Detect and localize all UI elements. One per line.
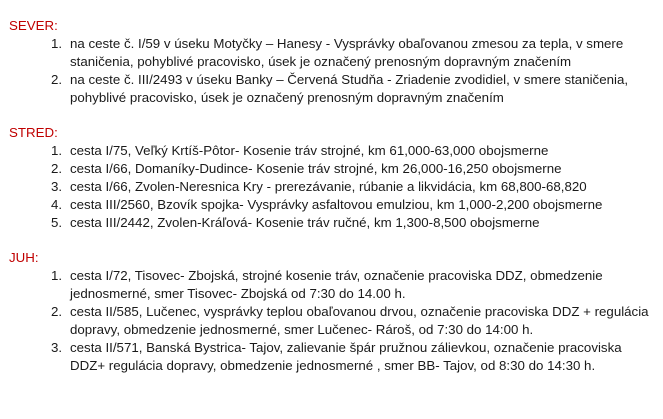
section-list-sever <box>0 35 663 107</box>
list-item <box>0 71 663 107</box>
list-item <box>0 35 663 71</box>
list-item-number: 5. <box>51 215 63 230</box>
section-list-stred <box>0 142 663 232</box>
list-item-number: 4. <box>51 197 63 212</box>
section-heading-sever: SEVER: <box>9 18 58 33</box>
list-item <box>0 160 663 178</box>
list-item-text: cesta I/75, Veľký Krtíš-Pôtor- Kosenie tráv strojné, km 61,000-63,000 obojsmerne <box>70 143 549 158</box>
list-item <box>0 142 663 160</box>
list-item-number: 1. <box>51 268 63 283</box>
list-item-text: cesta III/2560, Bzovík spojka- Vysprávky asfaltovou emulziou, km 1,000-2,200 obojsmerne <box>70 197 603 212</box>
list-item-number: 3. <box>51 340 63 355</box>
list-item <box>0 339 663 375</box>
section-heading-stred: STRED: <box>9 125 58 140</box>
list-item-text: cesta I/66, Domaníky-Dudince- Kosenie tráv strojné, km 26,000-16,250 obojsmerne <box>70 161 562 176</box>
list-item <box>0 178 663 196</box>
list-item-text: na ceste č. III/2493 v úseku Banky – Červená Studňa - Zriadenie zvodidiel, v smere staničenia, pohyblivé pracovisko, úsek je označený prenosným dopravným značením <box>70 72 629 105</box>
list-item-text: cesta I/66, Zvolen-Neresnica Kry - prerezávanie, rúbanie a likvidácia, km 68,800-68,820 <box>70 179 587 194</box>
list-item-text: cesta I/72, Tisovec- Zbojská, strojné kosenie tráv, označenie pracoviska DDZ, obmedzenie jednosmerné, smer Tisovec- Zbojská od 7:30 do 14.00 h. <box>70 268 603 301</box>
list-item-text: na ceste č. I/59 v úseku Motyčky – Hanesy - Vysprávky obaľovanou zmesou za tepla, v smere staničenia, pohyblivé pracovisko, úsek je označený prenosným dopravným značením <box>70 36 624 69</box>
list-item-number: 2. <box>51 161 63 176</box>
list-item <box>0 303 663 339</box>
list-item-number: 2. <box>51 304 63 319</box>
list-item-number: 3. <box>51 179 63 194</box>
list-item-number: 1. <box>51 36 63 51</box>
list-item-text: cesta II/571, Banská Bystrica- Tajov, zalievanie špár pružnou zálievkou, označenie pracoviska DDZ+ regulácia dopravy, obmedzenie jednosmerné , smer BB- Tajov, od 8:30 do 14:30 h. <box>70 340 622 373</box>
list-item-text: cesta II/585, Lučenec, vysprávky teplou obaľovanou drvou, označenie pracoviska DDZ + regulácia dopravy, obmedzenie jednosmerné, smer Lučenec- Rároš, od 7:30 do 14:00 h. <box>70 304 649 337</box>
list-item-number: 2. <box>51 72 63 87</box>
section-heading-juh: JUH: <box>9 250 39 265</box>
section-list-juh <box>0 267 663 375</box>
list-item <box>0 196 663 214</box>
list-item-number: 1. <box>51 143 63 158</box>
list-item-text: cesta III/2442, Zvolen-Kráľová- Kosenie tráv ručné, km 1,300-8,500 obojsmerne <box>70 215 540 230</box>
list-item <box>0 267 663 303</box>
list-item <box>0 214 663 232</box>
